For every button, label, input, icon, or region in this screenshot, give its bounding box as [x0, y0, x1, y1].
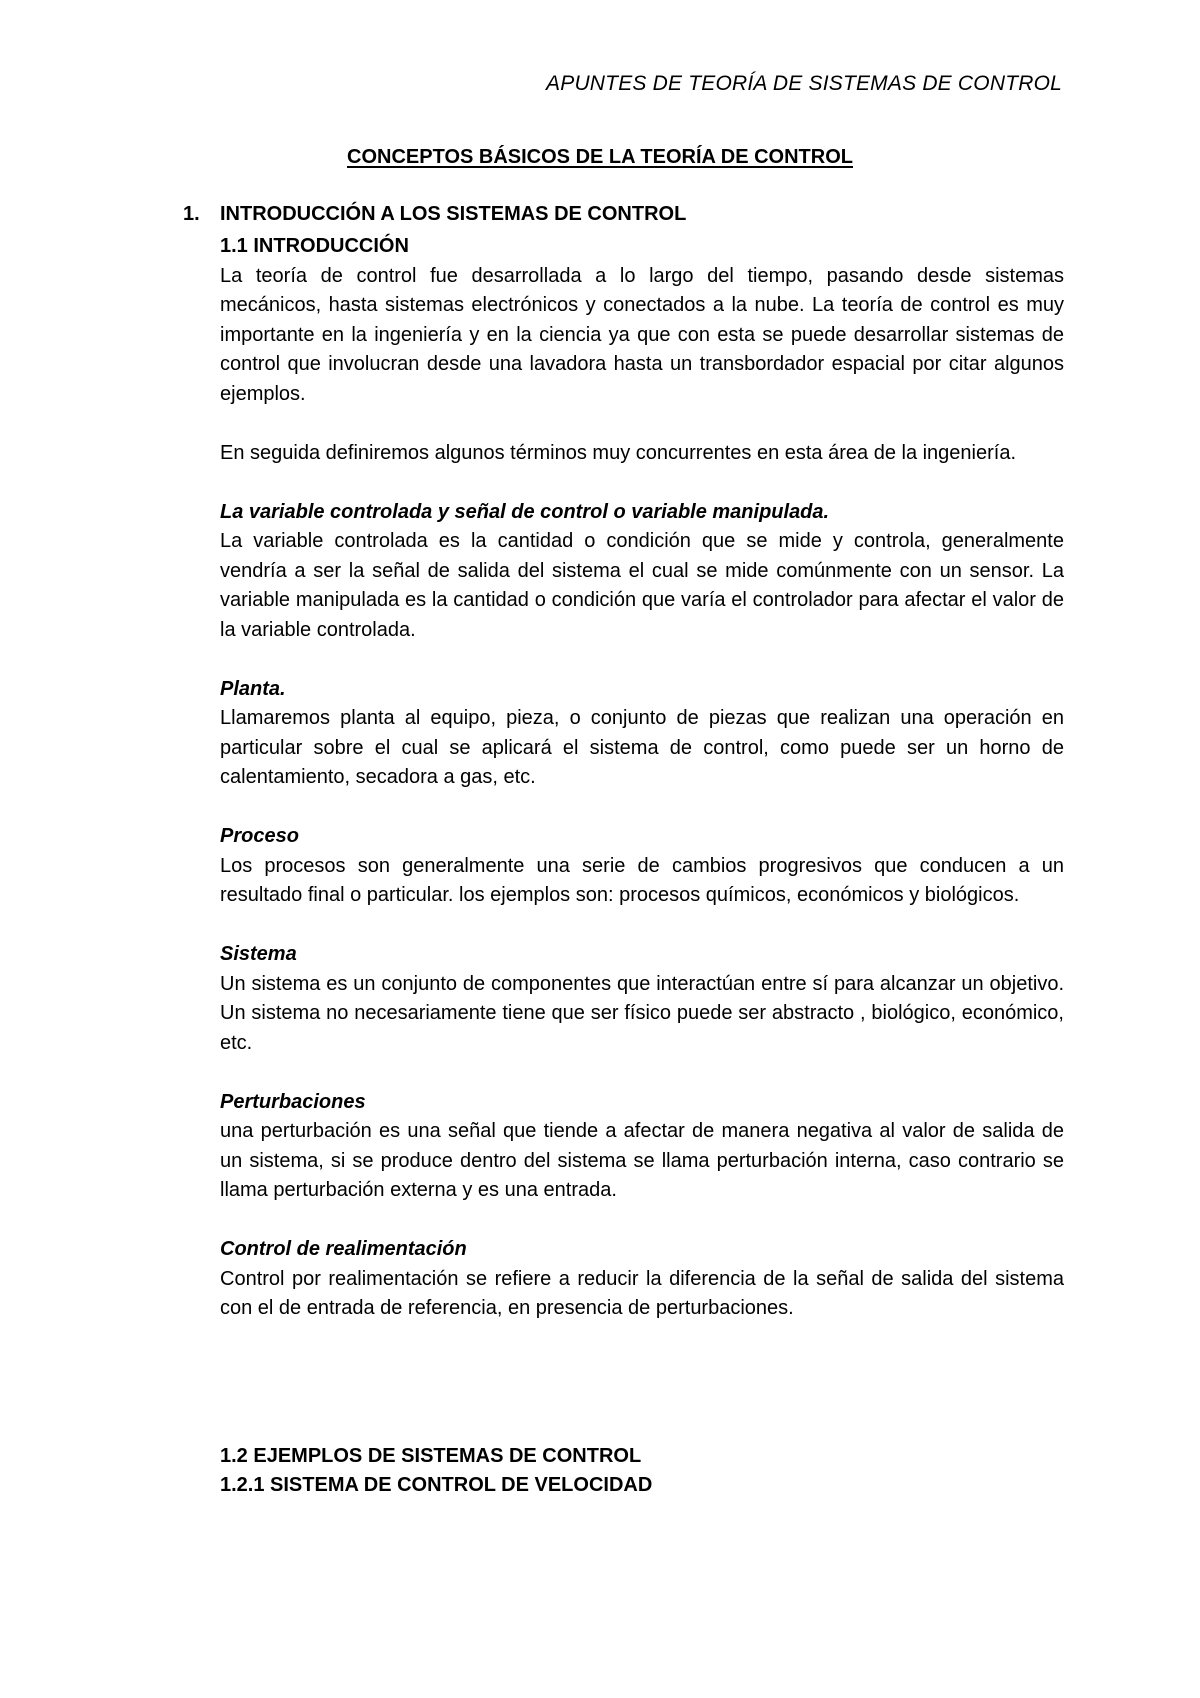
term-text-control-realimentacion: Control por realimentación se refiere a reducir la diferencia de la señal de salida del sistema con el de entrada de referencia, en presencia de perturbaciones. [220, 1267, 1064, 1319]
term-text-planta: Llamaremos planta al equipo, pieza, o conjunto de piezas que realizan una operación en particular sobre el cual se aplicará el sistema de control, como puede ser un horno de calentamiento, secadora a gas, etc. [220, 707, 1064, 788]
term-title-perturbaciones: Perturbaciones [220, 1090, 366, 1113]
document-title: CONCEPTOS BÁSICOS DE LA TEORÍA DE CONTROL [347, 146, 853, 168]
term-text-perturbaciones: una perturbación es una señal que tiende a afectar de manera negativa al valor de salida de un sistema, si se produce dentro del sistema se llama perturbación interna, caso contrario se llama perturbación externa y es una entrada. [220, 1120, 1064, 1201]
subsection-heading-control-velocidad: 1.2.1 SISTEMA DE CONTROL DE VELOCIDAD [220, 1474, 653, 1496]
section-number: 1. [183, 203, 200, 225]
term-title-control-realimentacion: Control de realimentación [220, 1238, 467, 1260]
term-title-planta: Planta. [220, 677, 286, 700]
section-title: INTRODUCCIÓN A LOS SISTEMAS DE CONTROL [220, 203, 687, 225]
intro-paragraph-2: En seguida definiremos algunos términos muy concurrentes en esta área de la ingeniería. [220, 441, 1017, 464]
term-text-sistema: Un sistema es un conjunto de componentes que interactúan entre sí para alcanzar un objetivo. Un sistema no necesariamente tiene que ser físico puede ser abstracto , biológico, económico, etc. [220, 972, 1064, 1054]
term-title-sistema: Sistema [220, 943, 297, 965]
intro-paragraph-1: La teoría de control fue desarrollada a lo largo del tiempo, pasando desde sistemas mecánicos, hasta sistemas electrónicos y conectados a la nube. La teoría de control es muy importante en la ingeniería y en la ciencia ya que con esta se puede desarrollar sistemas de control que involucran desde una lavadora hasta un transbordador espacial por citar algunos ejemplos. [220, 264, 1064, 405]
term-title-variable-controlada: La variable controlada y señal de control o variable manipulada. [220, 500, 830, 523]
subsection-heading-ejemplos: 1.2 EJEMPLOS DE SISTEMAS DE CONTROL [220, 1444, 642, 1467]
section-body [220, 232, 1064, 1501]
subsection-heading-introduccion: 1.1 INTRODUCCIÓN [220, 235, 409, 257]
term-text-proceso: Los procesos son generalmente una serie de cambios progresivos que conducen a un resultado final o particular. los ejemplos son: procesos químicos, económicos y biológicos. [220, 854, 1064, 906]
term-text-variable-controlada: La variable controlada es la cantidad o condición que se mide y controla, generalmente vendría a ser la señal de salida del sistema el cual se mide comúnmente con un sensor. La variable manipulada es la cantidad o condición que varía el controlador para afectar el valor de la variable controlada. [220, 530, 1064, 641]
term-title-proceso: Proceso [220, 825, 299, 847]
running-header: APUNTES DE TEORÍA DE SISTEMAS DE CONTROL [546, 72, 1062, 95]
